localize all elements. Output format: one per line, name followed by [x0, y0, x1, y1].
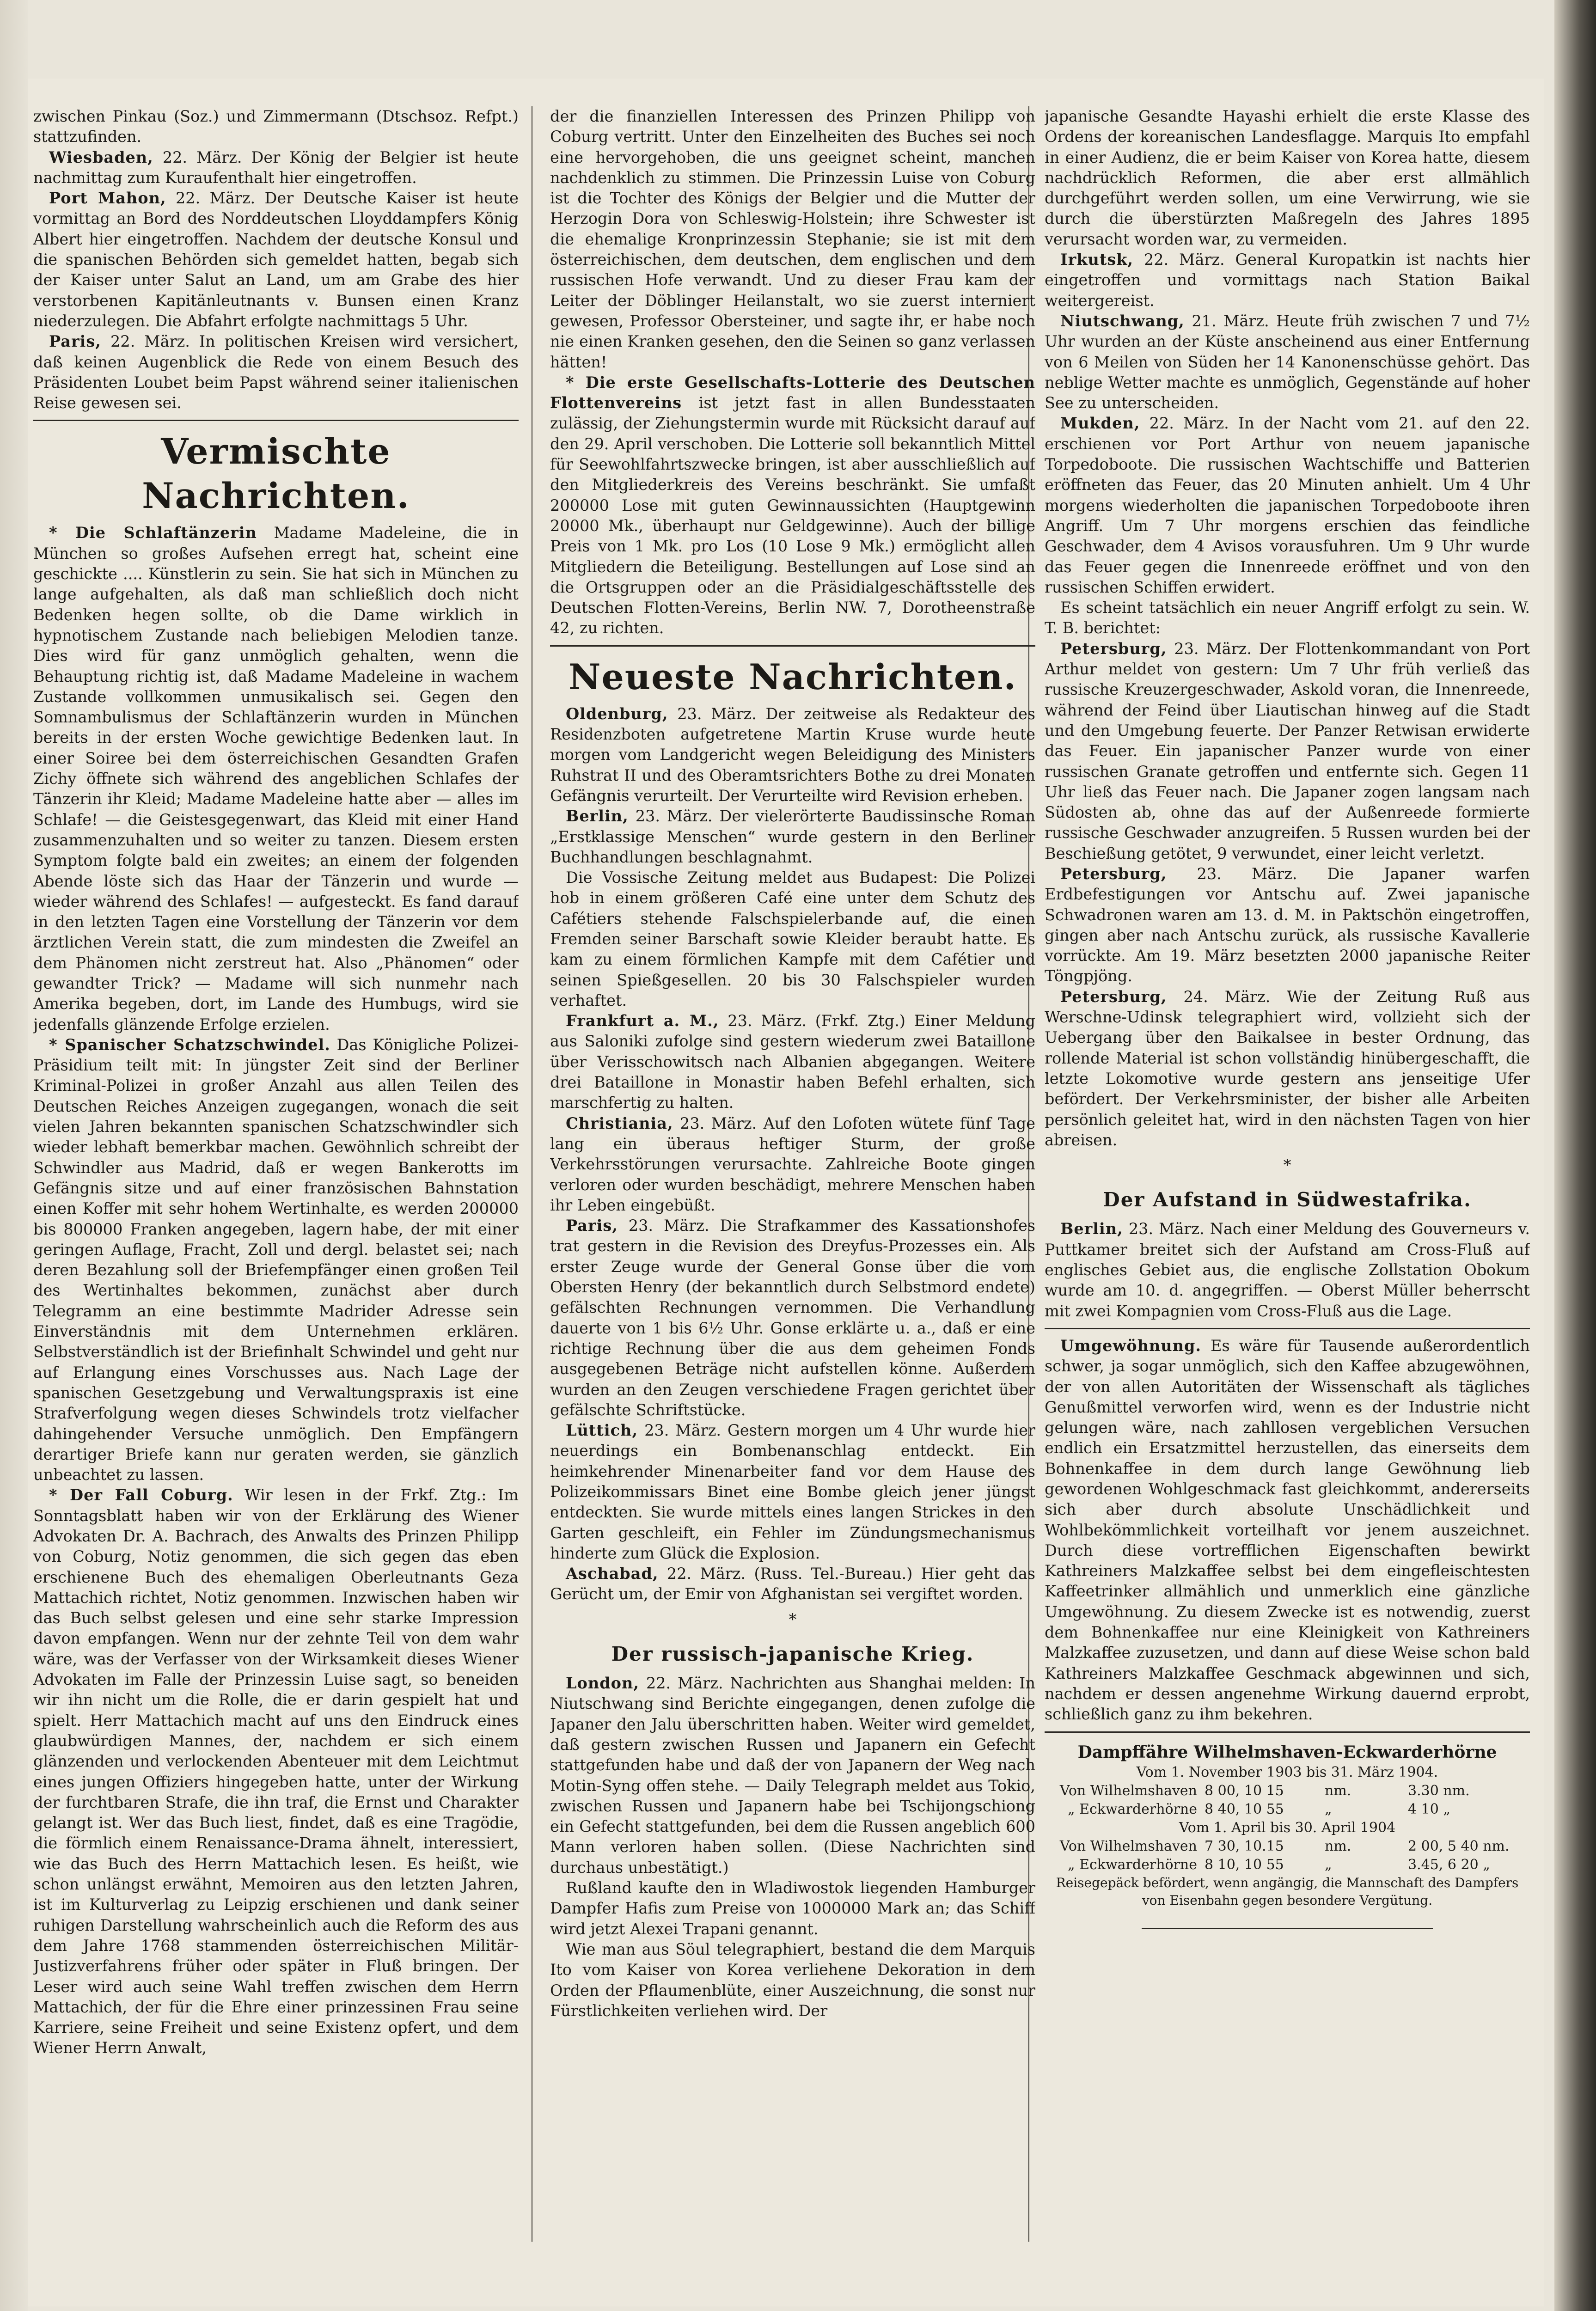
section-divider	[1045, 1328, 1530, 1329]
article-text: Das Königliche Polizei-Präsidium teilt mit: In jüngster Zeit sind der Berliner Kriminal-Polizei in großer Anzahl aus allen Teilen des Deutschen Reiches Anzeigen zugegangen, wonach die seit vielen Jahren bekannten spanischen Schatzschwindler sich wieder lebhaft bemerkbar machen. Gewöhnlich schreibt der Schwindler aus Madrid, daß er wegen Bankerotts im Gefängnis sitze und auf einer französischen Bahnstation einen Koffer mit sehr hohem Wertinhalte, es werden 200000 bis 800000 Franken angegeben, lagern habe, der mit einer geringen Auflage, Fracht, Zoll und dergl. belastet sei; nach deren Bezahlung soll der Briefempfänger einen großen Teil des Wertinhaltes bekommen, zunächst aber durch Telegramm an eine bestimmte Madrider Adresse sein Einverständnis mit dem Unternehmen erklären. Selbstverständlich ist der Briefinhalt Schwindel und geht nur auf Erlangung eines Vorschusses aus. Nach Lage der spanischen Gesetzgebung und Verwaltungspraxis ist eine Strafverfolgung wegen dieses Schwindels trotz vielfacher dahingehender Versuche unmöglich. Den Empfängern derartiger Briefe kann nur geraten werden, sie gänzlich unbeachtet zu lassen.	[33, 1035, 519, 1484]
dateline: Berlin,	[566, 807, 629, 825]
dateline: London,	[566, 1674, 640, 1693]
news-item	[1045, 250, 1530, 311]
column-3	[1045, 106, 1530, 2168]
article-text: 23. März. Der zeitweise als Redakteur des Residenzboten aufgetretene Martin Kruse wurde heute morgen vom Landgericht wegen Beleidigung des Ministers Ruhstrat II und des Oberamtsrichters Bothe zu drei Monaten Gefängnis verurteilt. Der Verurteilte wird Revision erheben.	[550, 704, 1035, 805]
article-text: ist jetzt fast in allen Bundesstaaten zulässig, der Ziehungstermin wurde mit Rücksicht darauf auf den 29. April verschoben. Die Lotterie soll bekanntlich Mittel für Seewohlfahrtszwecke bringen, ist aber ausschließlich auf den Mitgliederkreis des Vereins beschränkt. Sie umfaßt 200000 Lose mit guten Gewinnaussichten (Hauptgewinn 20000 Mk., überhaupt nur Geldgewinne). Auch der billige Preis von 1 Mk. pro Los (10 Lose 9 Mk.) ermöglicht allen Mitgliedern die Beteiligung. Bestellungen auf Lose sind an die Ortsgruppen oder an die Präsidialgeschäftsstelle des Deutschen Flotten-Vereins, Berlin NW. 7, Dorotheenstraße 42, zu richten.	[550, 394, 1035, 637]
article-text: 22. März. In politischen Kreisen wird versichert, daß keinen Augenblick die Rede von einem Besuch des Präsidenten Loubet beim Papst während seiner italienischen Reise gewesen sei.	[33, 332, 519, 412]
article-text: 23. März. Gestern morgen um 4 Uhr wurde hier neuerdings ein Bombenanschlag entdeckt. Ein heimkehrender Minenarbeiter fand vor dem Hause des Polizeikommissars Binet eine Bombe gleich jener jüngst entdeckten. Sie wurde mittels eines langen Strickes in den Garten geschleift, ein Fehler im Zündungsmechanismus hinderte zum Glück die Explosion.	[550, 1421, 1035, 1562]
dateline: Frankfurt a. M.,	[566, 1012, 719, 1030]
news-item	[550, 1420, 1035, 1564]
news-item	[1045, 1219, 1530, 1321]
book-spine-shadow	[1554, 0, 1596, 2311]
news-item	[33, 523, 519, 1034]
news-item	[33, 188, 519, 331]
ad-title: Umgewöhnung.	[1060, 1336, 1202, 1355]
news-item	[550, 704, 1035, 806]
dateline: Paris,	[49, 332, 101, 351]
item-title: * Die erste Gesellschafts-Lotterie des Deutschen Flottenvereins	[550, 373, 1035, 412]
newspaper-page	[28, 79, 1544, 2306]
news-item	[1045, 864, 1530, 987]
schedule-row	[1045, 1782, 1530, 1800]
news-item	[1045, 639, 1530, 864]
article-text: 22. März. Nachrichten aus Shanghai melden: In Niutschwang sind Berichte eingegangen, denen zufolge die Japaner den Jalu überschritten haben. Weiter wird gemeldet, daß gestern zwischen Russen und Japanern ein Gefecht stattgefunden habe und daß der von Japanern der Weg nach Motin-Syng offen stehe. — Daily Telegraph meldet aus Tokio, zwischen Russen und Japanern habe bei Tschijongschiong ein Gefecht stattgefunden, bei dem die Russen angeblich 600 Mann verloren haben sollen. (Diese Nachrichten sind durchaus unbestätigt.)	[550, 1674, 1035, 1877]
section-heading: Vermischte Nachrichten.	[142, 431, 410, 517]
ad-text: Es wäre für Tausende außerordentlich schwer, ja sogar unmöglich, sich den Kaffee abzugewöhnen, der von allen Autoritäten der Wissenschaft als tägliches Genußmittel verworfen wird, wenn es der Industrie nicht gelungen wäre, nach zahllosen vergeblichen Versuchen endlich ein Ersatzmittel herzustellen, das einerseits dem Bohnenkaffee in dem durch lange Gewöhnung lieb gewordenen Wohlgeschmack fast gleichkommt, andererseits sich aber durch absolute Unschädlichkeit und Wohlbekömmlichkeit vorteilhaft vor jenem auszeichnet. Durch diese vortrefflichen Eigenschaften bewirkt Kathreiners Malzkaffee selbst bei dem eingefleischtesten Kaffeetrinker allmählich und unmerklich eine gänzliche Umgewöhnung. Zu diesem Zwecke ist es notwendig, zuerst dem Bohnenkaffee nur eine Kleinigkeit von Kathreiners Malzkaffee zuzusetzen, und dann auf diese Weise schon bald Kathreiners Malzkaffee Geschmack abgewinnen und sich, nachdem er dessen angenehme Wirkung dauernd erprobt, schließlich ganz zu ihm bekehren.	[1045, 1336, 1530, 1724]
section-divider	[550, 645, 1035, 647]
news-item	[550, 1216, 1035, 1420]
article-text: Die Vossische Zeitung meldet aus Budapest: Die Polizei hob in einem größeren Café eine unter dem Schutz des Cafétiers stehende Falschspielerbande auf, die einen Fremden seiner Barschaft sowie Kleider beraubt hatte. Es kam zu einem förmlichen Kampfe mit dem Cafétier und seinen Spießgesellen. 20 bis 30 Falschspieler wurden verhaftet.	[550, 868, 1035, 1009]
schedule-title: Dampffähre Wilhelmshaven-Eckwarderhörne	[1077, 1742, 1497, 1762]
dateline: Wiesbaden,	[49, 148, 153, 166]
item-title: * Spanischer Schatzschwindel.	[49, 1035, 330, 1054]
schedule-row	[1045, 1800, 1530, 1819]
article-text: Es scheint tatsächlich ein neuer Angriff erfolgt zu sein. W. T. B. berichtet:	[1045, 599, 1530, 637]
star-separator: *	[789, 1610, 797, 1629]
schedule-label: „ Eckwarderhörne	[1068, 1856, 1197, 1873]
schedule-times: 4 10 „	[1408, 1801, 1450, 1817]
section-divider	[1045, 1731, 1530, 1733]
article-text: 23. März. Die Japaner warfen Erdbefestigungen vor Antschu auf. Zwei japanische Schwadronen waren am 13. d. M. in Paktschön eingetroffen, gingen aber nach Antschu zurück, als russische Kavallerie vorrückte. Am 19. März besetzten 2000 japanische Reiter Töngpjöng.	[1045, 864, 1530, 985]
schedule-label: „ Eckwarderhörne	[1068, 1801, 1197, 1817]
news-item	[33, 147, 519, 189]
schedule-times: 8 40, 10 55	[1205, 1801, 1284, 1817]
schedule-times: 8 10, 10 55	[1205, 1856, 1284, 1873]
schedule-times: 3.30 nm.	[1408, 1782, 1470, 1799]
schedule-note: Reisegepäck befördert, wenn angängig, die Mannschaft des Dampfers von Eisenbahn gegen besondere Vergütung.	[1056, 1875, 1519, 1908]
dateline: Berlin,	[1060, 1220, 1123, 1238]
schedule-row	[1045, 1837, 1530, 1856]
advertisement	[1045, 1336, 1530, 1725]
schedule-times: nm.	[1325, 1782, 1351, 1799]
article-text: 24. März. Wie der Zeitung Ruß aus Werschne-Udinsk telegraphiert wird, vollzieht sich der Uebergang über den Baikalsee in bester Ordnung, das rollende Material ist schon vollständig hinübergeschafft, die letzte Lokomotive wurde gestern ans jenseitige Ufer befördert. Der Verkehrsminister, der bisher alle Arbeiten persönlich geleitet hat, wird in den nächsten Tagen von hier abreisen.	[1045, 987, 1530, 1149]
article-text: 23. März. Auf den Lofoten wütete fünf Tage lang ein überaus heftiger Sturm, der große Verkehrsstörungen verursachte. Zahlreiche Boote gingen verloren oder wurden beschädigt, mehrere Menschen haben ihr Leben eingebüßt.	[550, 1114, 1035, 1214]
schedule-times: 8 00, 10 15	[1205, 1782, 1284, 1799]
schedule-row	[1045, 1856, 1530, 1874]
schedule-times: „	[1325, 1856, 1332, 1873]
news-item	[33, 1485, 519, 2058]
schedule-times: 2 00, 5 40 nm.	[1408, 1838, 1510, 1854]
article-text: 22. März. (Russ. Tel.-Bureau.) Hier geht das Gerücht um, der Emir von Afghanistan sei vergiftet worden.	[550, 1565, 1035, 1603]
dateline: Lüttich,	[566, 1421, 638, 1440]
news-item	[33, 1035, 519, 1486]
dateline: Petersburg,	[1060, 639, 1167, 658]
article-text: japanische Gesandte Hayashi erhielt die erste Klasse des Ordens der koreanischen Landesflagge. Marquis Ito empfahl in einer Audienz, die er beim Kaiser von Korea hatte, diesem nachdrücklich Reformen, die aber erst allmählich durchgeführt werden sollen, um eine Verwirrung, wie sie durch die überstürzten Maßregeln des Jahres 1895 verursacht worden war, zu vermeiden.	[1045, 107, 1530, 248]
column-1	[33, 106, 519, 2246]
article-text: 22. März. General Kuropatkin ist nachts hier eingetroffen und vormittags nach Station Baikal weitergereist.	[1045, 251, 1530, 310]
dateline: Niutschwang,	[1060, 312, 1185, 330]
schedule-times: 7 30, 10.15	[1205, 1838, 1284, 1854]
section-heading: Der russisch-japanische Krieg.	[611, 1643, 974, 1666]
dateline: Petersburg,	[1060, 987, 1167, 1006]
schedule-period: Vom 1. November 1903 bis 31. März 1904.	[1136, 1764, 1438, 1780]
dateline: Christiania,	[566, 1114, 673, 1132]
article-text: 21. März. Heute früh zwischen 7 und 7½ Uhr wurden an der Küste anscheinend aus einer Entfernung von 6 Meilen von Süden her 14 Kanonenschüsse gehört. Das neblige Wetter machte es unmöglich, Gegenstände auf hoher See zu unterscheiden.	[1045, 312, 1530, 412]
section-heading: Der Aufstand in Südwestafrika.	[1103, 1188, 1472, 1211]
ferry-schedule	[1045, 1741, 1530, 1929]
article-text: der die finanziellen Interessen des Prinzen Philipp von Coburg vertritt. Unter den Einzelheiten des Buches sei noch eine hervorgehoben, die uns geeignet scheint, manchen nachdenklich zu stimmen. Die Prinzessin Luise von Coburg ist die Tochter des Königs der Belgier und die Mutter der Herzogin Dora von Schleswig-Holstein; ihre Schwester ist die ehemalige Kronprinzessin Stephanie; sie ist mit dem österreichischen, dem deutschen, dem englischen und dem russischen Hofe verwandt. Und zu dieser Frau kam der Leiter der Döblinger Heilanstalt, wo sie zuerst interniert gewesen, Professor Obersteiner, und sagte ihr, er habe noch nie einen Kranken gesehen, den die Seinen so ganz verlassen hätten!	[550, 107, 1035, 371]
article-text: Madame Madeleine, die in München so großes Aufsehen erregt hat, scheint eine geschickte .... Künstlerin zu sein. Sie hat sich in München zu lange aufgehalten, als daß man schließlich doch nicht Bedenken hegen sollte, ob die Dame wirklich in hypnotischem Zustande nach beliebigen Melodien tanze. Dies wird für ganz unmöglich gehalten, wenn die Behauptung richtig ist, daß Madame Madeleine in wachem Zustande vollkommen unmusikalisch sei. Gegen den Somnambulismus der Schlaftänzerin wurden in München bereits in der ersten Woche gewichtige Bedenken laut. In einer Soiree bei dem österreichischen Gesandten Grafen Zichy öffnete sich während des angeblichen Schlafes der Tänzerin ihr Kleid; Madame Madeleine hatte aber — alles im Schlafe! — die Geistesgegenwart, das Kleid mit einer Hand zusammenzuhalten und so weiter zu tanzen. Diesem ersten Symptom folgte bald ein zweites; an einem der folgenden Abende löste sich das Haar der Tänzerin und wurde — wieder während des Schlafes! — aufgesteckt. Es fand darauf in den letzten Tagen eine Vorstellung der Tänzerin vor dem ärztlichen Verein statt, die zum mindesten die Zweifel an dem Phänomen nicht zerstreut hat. Also „Phänomen“ oder gewandter Trick? — Madame will sich nunmehr nach Amerika begeben, dort, im Lande des Humbugs, wird sie jedenfalls glänzende Erfolge erzielen.	[33, 524, 519, 1033]
article-text: 23. März. Nach einer Meldung des Gouverneurs v. Puttkamer breitet sich der Aufstand am Cross-Fluß auf englisches Gebiet aus, die englische Zollstation Obokum wurde am 10. d. angegriffen. — Oberst Müller beherrscht mit zwei Kompagnien vom Cross-Fluß aus die Lage.	[1045, 1220, 1530, 1320]
article-text: Wir lesen in der Frkf. Ztg.: Im Sonntagsblatt haben wir von der Erklärung des Wiener Advokaten Dr. A. Bachrach, des Anwalts des Prinzen Philipp von Coburg, Notiz genommen, die sich gegen das eben erschienene Buch des ehemaligen Oberleutnants Geza Mattachich richtet, Notiz genommen. Inzwischen haben wir das Buch selbst gelesen und eine sehr starke Impression davon empfangen. Wenn nur der zehnte Teil von dem wahr wäre, was der Verfasser von der Wirksamkeit dieses Wiener Advokaten im Falle der Prinzessin Luise sagt, so beneiden wir ihn nicht um die Rolle, die er darin gespielt hat und spielt. Herr Mattachich macht auf uns den Eindruck eines glaubwürdigen Mannes, der, nachdem er sich einem glänzenden und verlockenden Abenteuer mit dem Leichtmut eines jungen Offiziers hingegeben hatte, unter der Wirkung der furchtbaren Strafe, die ihn traf, die Ernst und Charakter gelangt ist. Wer das Buch liest, findet, daß es eine Tragödie, die förmlich einem Renaissance-Drama ähnelt, interessiert, wie das Buch des Herrn Mattachich lesen. Es heißt, wie schon unlängst erwähnt, Memoiren aus den letzten Jahren, ist im Kulturverlag zu Leipzig erschienen und dank seiner ruhigen Darstellung wahrscheinlich auch die Reform des aus dem Jahre 1768 stammenden österreichischen Militär-Justizverfahrens früher oder später in Fluß bringen. Der Leser wird auch seine Wahl treffen zwischen dem Herrn Mattachich, der für die Ehre einer prinzessinen Frau seine Karriere, seine Freiheit und seine Existenz opfert, und dem Wiener Herrn Anwalt,	[33, 1486, 519, 2057]
article-text: 23. März. Die Strafkammer des Kassationshofes trat gestern in die Revision des Dreyfus-Prozesses ein. Als erster Zeuge wurde der General Gonse über die vom Obersten Henry (der bekanntlich durch Selbstmord endete) gefälschten Rechnungen vernommen. Die Verhandlung dauerte von 1 bis 6½ Uhr. Gonse erklärte u. a., daß er eine richtige Rechnung über die aus dem geheimen Fonds ausgegebenen Beträge nicht aufstellen könne. Außerdem wurden an den Zeugen verschiedene Fragen gerichtet über gefälschte Schriftstücke.	[550, 1217, 1035, 1419]
news-item	[33, 331, 519, 413]
news-item	[550, 1011, 1035, 1113]
schedule-label: Von Wilhelmshaven	[1059, 1838, 1197, 1854]
news-item	[1045, 311, 1530, 413]
article-text: 23. März. (Frkf. Ztg.) Einer Meldung aus Saloniki zufolge sind gestern wiederum zwei Bataillone über Verisschowitsch nach Albanien abgegangen. Weitere drei Bataillone in Monastir haben Befehl erhalten, sich marschfertig zu halten.	[550, 1012, 1035, 1112]
dateline: Port Mahon,	[49, 189, 166, 208]
dateline: Paris,	[566, 1217, 618, 1235]
dateline: Mukden,	[1060, 414, 1140, 433]
dateline: Oldenburg,	[566, 704, 668, 723]
star-separator: *	[1283, 1156, 1291, 1175]
news-item	[550, 1564, 1035, 1605]
article-text: 22. März. Der König der Belgier ist heute nachmittag zum Kuraufenthalt hier eingetroffen.	[33, 148, 519, 187]
news-item	[550, 373, 1035, 639]
column-2	[550, 106, 1035, 2246]
schedule-period: Vom 1. April bis 30. April 1904	[1179, 1819, 1396, 1836]
item-title: * Der Fall Coburg.	[49, 1486, 233, 1504]
article-text: 22. März. In der Nacht vom 21. auf den 22. erschienen vor Port Arthur von neuem japanische Torpedoboote. Die russischen Wachtschiffe und Batterien eröffneten das Feuer, das 20 Minuten anhielt. Um 4 Uhr morgens wiederholten die japanischen Torpedoboote ihren Angriff. Um 7 Uhr morgens erschien das feindliche Geschwader, dem 4 Avisos vorausfuhren. Um 9 Uhr wurde das Feuer gegen die Innenreede eröffnet und von den russischen Schiffen erwidert.	[1045, 414, 1530, 596]
item-title: * Die Schlaftänzerin	[49, 524, 257, 542]
dateline: Irkutsk,	[1060, 251, 1134, 269]
section-divider	[33, 420, 519, 421]
news-item	[550, 1113, 1035, 1216]
section-heading: Neueste Nachrichten.	[569, 656, 1017, 697]
news-item	[1045, 413, 1530, 598]
dateline: Aschabad,	[566, 1565, 659, 1583]
article-text: 23. März. Der vielerörterte Baudissinsche Roman „Erstklassige Menschen“ wurde gestern in den Berliner Buchhandlungen beschlagnahmt.	[550, 807, 1035, 866]
news-item	[550, 1673, 1035, 1878]
article-text: zwischen Pinkau (Soz.) und Zimmermann (Dtschsoz. Refpt.) stattzufinden.	[33, 107, 519, 146]
news-item	[550, 806, 1035, 868]
article-text: Rußland kaufte den in Wladiwostok liegenden Hamburger Dampfer Hafis zum Preise von 1000000 Mark an; das Schiff wird jetzt Alexei Trapani genannt.	[550, 1879, 1035, 1938]
schedule-times: nm.	[1325, 1838, 1351, 1854]
end-rule	[1142, 1928, 1433, 1929]
schedule-times: „	[1325, 1801, 1332, 1817]
article-text: Wie man aus Söul telegraphiert, bestand die dem Marquis Ito vom Kaiser von Korea verliehene Dekoration in dem Orden der Pflaumenblüte, einer Auszeichnung, die sonst nur Fürstlichkeiten verliehen wird. Der	[550, 1940, 1035, 2020]
page-left-edge	[0, 0, 28, 2311]
dateline: Petersburg,	[1060, 864, 1167, 883]
schedule-times: 3.45, 6 20 „	[1408, 1856, 1490, 1873]
article-text: 23. März. Der Flottenkommandant von Port Arthur meldet von gestern: Um 7 Uhr früh verließ das russische Kreuzergeschwader, Askold voran, die Innenreede, während der Feind über Liautischan hinweg auf die Stadt und den Umgebung feuerte. Der Panzer Retwisan erwiderte das Feuer. Ein japanischer Panzer wurde von einer russischen Granate getroffen und entfernte sich. Gegen 11 Uhr ließ das Feuer nach. Die Japaner zogen langsam nach Südosten ab, ohne das auf der Außenreede formierte russische Geschwader anzugreifen. 5 Russen wurden bei der Beschießung getötet, 9 verwundet, einer leicht verletzt.	[1045, 639, 1530, 862]
schedule-label: Von Wilhelmshaven	[1059, 1782, 1197, 1799]
news-item	[1045, 987, 1530, 1150]
article-text: 22. März. Der Deutsche Kaiser ist heute vormittag an Bord des Norddeutschen Lloyddampfers König Albert hier eingetroffen. Nachdem der deutsche Konsul und die spanischen Behörden sich gemeldet hatten, begab sich der Kaiser unter Salut an Land, um am Grabe des hier verstorbenen Kapitänleutnants v. Bunsen einen Kranz niederzulegen. Die Abfahrt erfolgte nachmittags 5 Uhr.	[33, 189, 519, 330]
